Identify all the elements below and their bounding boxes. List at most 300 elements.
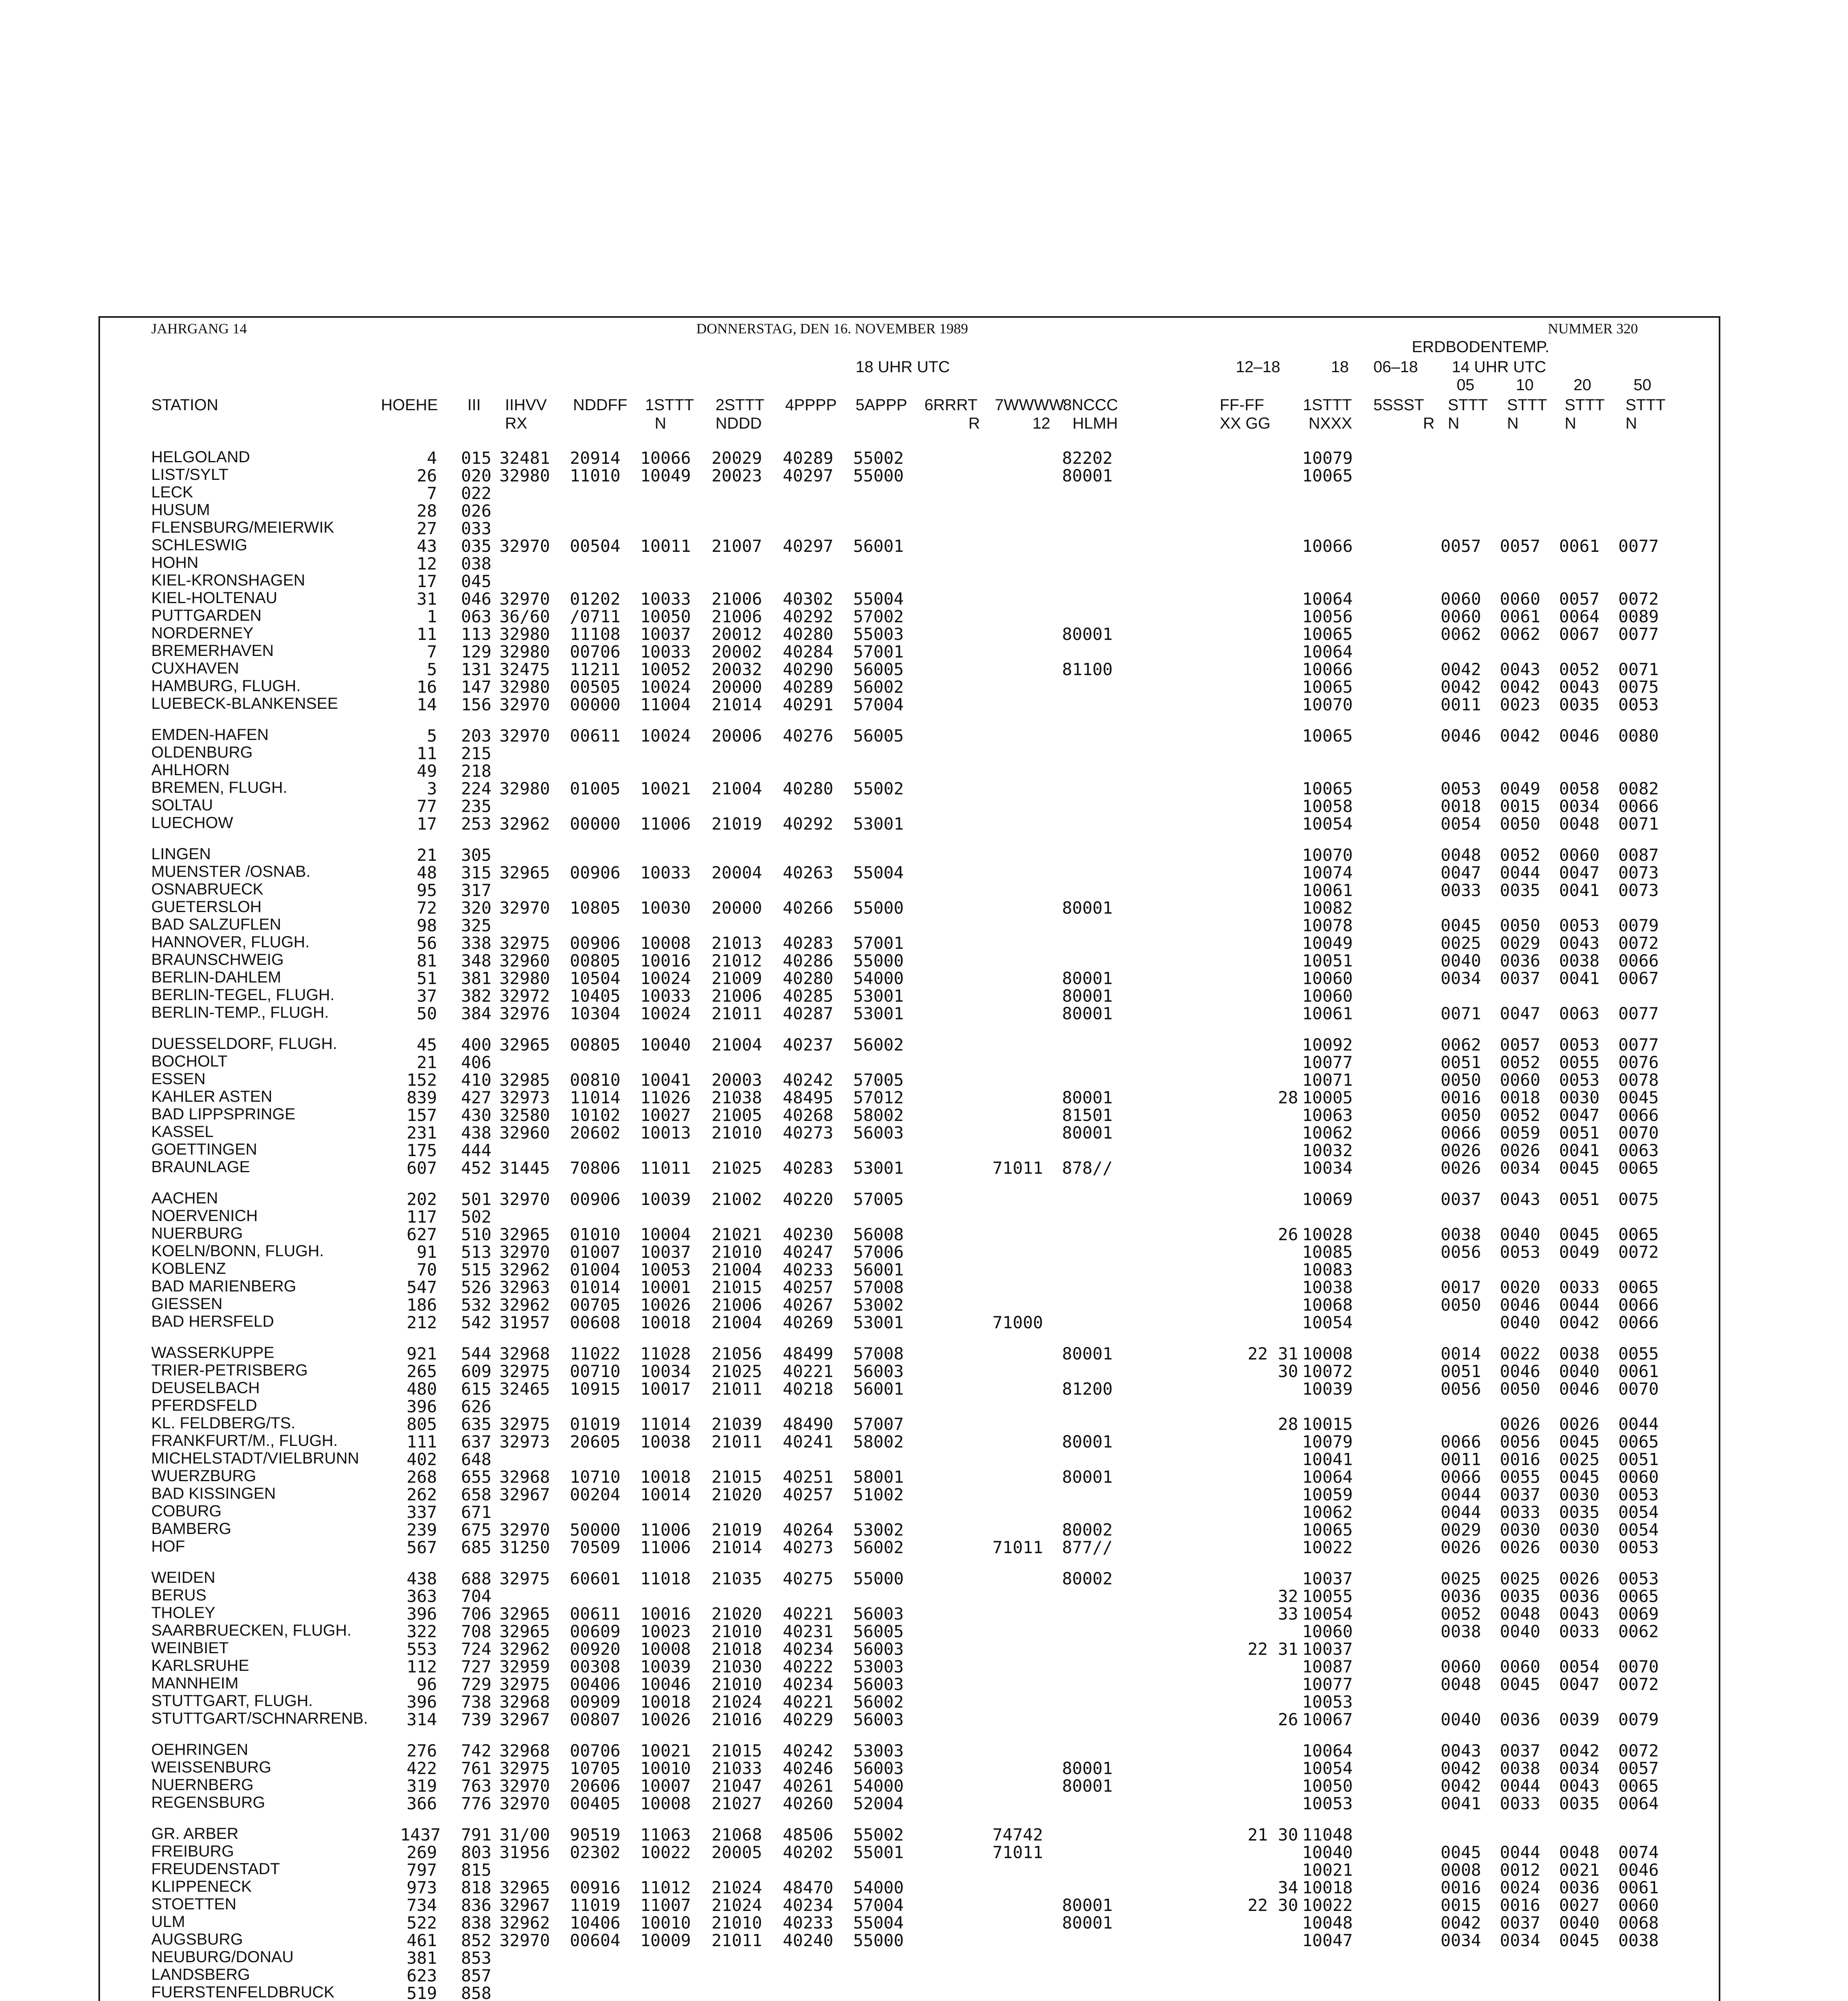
soil-temp-05: 0045 bbox=[1441, 916, 1481, 935]
station-id: 320 bbox=[461, 898, 491, 918]
soil-temp-05: 0016 bbox=[1441, 1088, 1481, 1107]
soil-temp-20: 0039 bbox=[1559, 1710, 1600, 1729]
table-row bbox=[0, 1502, 1848, 1520]
station-name: BAD MARIENBERG bbox=[151, 1277, 297, 1295]
soil-temp-50: 0072 bbox=[1618, 1741, 1659, 1760]
group-5appp: 56005 bbox=[853, 660, 904, 679]
group-5appp: 53003 bbox=[853, 1741, 904, 1760]
group-4pppp: 40237 bbox=[783, 1035, 834, 1055]
soil-temp-20: 0040 bbox=[1559, 1913, 1600, 1933]
group-2sttt: 21004 bbox=[712, 779, 762, 798]
height: 91 bbox=[417, 1242, 437, 1262]
table-row bbox=[0, 933, 1848, 951]
group-iihvv: 32965 bbox=[499, 1622, 550, 1641]
soil-temp-20: 0049 bbox=[1559, 1242, 1600, 1262]
height: 921 bbox=[407, 1344, 437, 1363]
table-row bbox=[0, 1538, 1848, 1555]
group-iihvv: 32967 bbox=[499, 1895, 550, 1915]
soil-temp-05: 0015 bbox=[1441, 1895, 1481, 1915]
table-row bbox=[0, 1604, 1848, 1622]
soil-temp-05: 0051 bbox=[1441, 1361, 1481, 1381]
soil-temp-20: 0067 bbox=[1559, 624, 1600, 644]
station-name: MUENSTER /OSNAB. bbox=[151, 863, 311, 880]
group-4pppp: 40280 bbox=[783, 968, 834, 988]
station-id: 131 bbox=[461, 660, 491, 679]
soil-temp-50: 0057 bbox=[1618, 1758, 1659, 1778]
station-id: 688 bbox=[461, 1569, 491, 1588]
depth-10: 10 bbox=[1516, 376, 1534, 394]
soil-temp-20: 0033 bbox=[1559, 1277, 1600, 1297]
soil-temp-20: 0047 bbox=[1559, 863, 1600, 882]
group-1sttt-max: 10070 bbox=[1302, 695, 1353, 714]
group-4pppp: 40287 bbox=[783, 1004, 834, 1023]
group-1sttt: 11006 bbox=[640, 1538, 691, 1557]
soil-temp-50: 0067 bbox=[1618, 968, 1659, 988]
group-5appp: 55002 bbox=[853, 779, 904, 798]
group-5appp: 55000 bbox=[853, 1931, 904, 1950]
table-row bbox=[0, 1825, 1848, 1843]
station-id: 637 bbox=[461, 1432, 491, 1452]
height: 7 bbox=[427, 642, 437, 662]
soil-temp-20: 0030 bbox=[1559, 1538, 1600, 1557]
table-row bbox=[0, 726, 1848, 744]
group-1sttt-max: 10065 bbox=[1302, 624, 1353, 644]
group-4pppp: 40218 bbox=[783, 1379, 834, 1399]
height: 17 bbox=[417, 571, 437, 591]
station-id: 430 bbox=[461, 1105, 491, 1125]
height: 322 bbox=[407, 1622, 437, 1641]
table-row bbox=[0, 1569, 1848, 1586]
soil-temp-10: 0037 bbox=[1500, 1485, 1541, 1504]
soil-temp-20: 0045 bbox=[1559, 1158, 1600, 1178]
group-8nccc: 80001 bbox=[1062, 1088, 1113, 1107]
group-1sttt: 10039 bbox=[640, 1189, 691, 1209]
hdr-1sttt: 1STTT bbox=[645, 396, 694, 414]
soil-temp-20: 0052 bbox=[1559, 660, 1600, 679]
group-1sttt-max: 10034 bbox=[1302, 1158, 1353, 1178]
station-id: 671 bbox=[461, 1502, 491, 1522]
group-2sttt: 21030 bbox=[712, 1657, 762, 1676]
group-2sttt: 21018 bbox=[712, 1639, 762, 1659]
soil-temp-20: 0027 bbox=[1559, 1895, 1600, 1915]
soil-temp-20: 0045 bbox=[1559, 1931, 1600, 1950]
group-iihvv: 32980 bbox=[499, 466, 550, 485]
group-ff-ff: 32 bbox=[1278, 1586, 1298, 1606]
soil-temp-05: 0050 bbox=[1441, 1105, 1481, 1125]
station-id: 317 bbox=[461, 880, 491, 900]
station-name: EMDEN-HAFEN bbox=[151, 726, 269, 744]
height: 202 bbox=[407, 1189, 437, 1209]
group-2sttt: 21015 bbox=[712, 1741, 762, 1760]
group-5appp: 57001 bbox=[853, 933, 904, 953]
station-id: 658 bbox=[461, 1485, 491, 1504]
station-name: KL. FELDBERG/TS. bbox=[151, 1414, 296, 1432]
table-row bbox=[0, 1450, 1848, 1467]
station-name: DEUSELBACH bbox=[151, 1379, 260, 1397]
group-1sttt-max: 10070 bbox=[1302, 845, 1353, 865]
group-1sttt: 10010 bbox=[640, 1758, 691, 1778]
soil-temp-20: 0047 bbox=[1559, 1105, 1600, 1125]
group-1sttt-max: 10067 bbox=[1302, 1710, 1353, 1729]
group-5appp: 53001 bbox=[853, 1158, 904, 1178]
height: 7 bbox=[427, 483, 437, 503]
height: 72 bbox=[417, 898, 437, 918]
group-5appp: 54000 bbox=[853, 968, 904, 988]
group-2sttt: 21013 bbox=[712, 933, 762, 953]
group-ff-ff: 30 bbox=[1278, 1361, 1298, 1381]
soil-temp-05: 0034 bbox=[1441, 968, 1481, 988]
soil-temp-10: 0036 bbox=[1500, 951, 1541, 970]
group-1sttt-max: 10064 bbox=[1302, 1741, 1353, 1760]
group-iihvv: 31956 bbox=[499, 1843, 550, 1862]
station-name: KASSEL bbox=[151, 1123, 214, 1141]
table-row bbox=[0, 1070, 1848, 1088]
group-2sttt: 21025 bbox=[712, 1158, 762, 1178]
group-2sttt: 21056 bbox=[712, 1344, 762, 1363]
station-name: BAD KISSINGEN bbox=[151, 1485, 276, 1502]
soil-temp-20: 0051 bbox=[1559, 1189, 1600, 1209]
soil-temp-10: 0046 bbox=[1500, 1361, 1541, 1381]
group-1sttt: 11012 bbox=[640, 1878, 691, 1897]
group-7wwww: 71011 bbox=[992, 1158, 1043, 1178]
group-1sttt: 10022 bbox=[640, 1843, 691, 1862]
soil-temp-05: 0026 bbox=[1441, 1141, 1481, 1160]
group-1sttt: 10040 bbox=[640, 1035, 691, 1055]
soil-temp-50: 0072 bbox=[1618, 933, 1659, 953]
soil-temp-05: 0026 bbox=[1441, 1158, 1481, 1178]
group-nddff: 60601 bbox=[570, 1569, 621, 1588]
station-id: 729 bbox=[461, 1674, 491, 1694]
soil-temp-05: 0042 bbox=[1441, 677, 1481, 697]
soil-temp-20: 0045 bbox=[1559, 1432, 1600, 1452]
group-iihvv: 32980 bbox=[499, 642, 550, 662]
group-5appp: 57004 bbox=[853, 695, 904, 714]
station-name: WEISSENBURG bbox=[151, 1758, 272, 1776]
soil-temp-50: 0053 bbox=[1618, 1569, 1659, 1588]
soil-temp-10: 0040 bbox=[1500, 1622, 1541, 1641]
soil-temp-05: 0025 bbox=[1441, 933, 1481, 953]
group-2sttt: 21011 bbox=[712, 1379, 762, 1399]
group-iihvv: 32972 bbox=[499, 986, 550, 1006]
station-id: 381 bbox=[461, 968, 491, 988]
soil-temp-50: 0054 bbox=[1618, 1520, 1659, 1540]
table-row bbox=[0, 1622, 1848, 1639]
group-1sttt: 10017 bbox=[640, 1379, 691, 1399]
station-id: 147 bbox=[461, 677, 491, 697]
group-4pppp: 40290 bbox=[783, 660, 834, 679]
height: 112 bbox=[407, 1657, 437, 1676]
soil-temp-10: 0035 bbox=[1500, 880, 1541, 900]
table-row bbox=[0, 660, 1848, 677]
group-2sttt: 21002 bbox=[712, 1189, 762, 1209]
group-nddff: 11022 bbox=[570, 1344, 621, 1363]
group-8nccc: 80001 bbox=[1062, 466, 1113, 485]
group-iihvv: 32963 bbox=[499, 1277, 550, 1297]
group-2sttt: 21006 bbox=[712, 589, 762, 609]
group-1sttt: 10010 bbox=[640, 1913, 691, 1933]
group-5appp: 56003 bbox=[853, 1710, 904, 1729]
group-nddff: 10304 bbox=[570, 1004, 621, 1023]
group-nddff: 01014 bbox=[570, 1277, 621, 1297]
station-id: 836 bbox=[461, 1895, 491, 1915]
group-2sttt: 21020 bbox=[712, 1485, 762, 1504]
soil-temp-20: 0042 bbox=[1559, 1741, 1600, 1760]
soil-temp-05: 0029 bbox=[1441, 1520, 1481, 1540]
station-name: HANNOVER, FLUGH. bbox=[151, 933, 310, 951]
group-5appp: 56002 bbox=[853, 677, 904, 697]
group-nddff: 00920 bbox=[570, 1639, 621, 1659]
group-iihvv: 32959 bbox=[499, 1657, 550, 1676]
group-2sttt: 21015 bbox=[712, 1277, 762, 1297]
hdr2-r: R bbox=[968, 415, 980, 432]
group-nddff: 70509 bbox=[570, 1538, 621, 1557]
hdr-nddff: NDDFF bbox=[573, 396, 627, 414]
soil-temp-05: 0026 bbox=[1441, 1538, 1481, 1557]
group-2sttt: 21004 bbox=[712, 1313, 762, 1332]
soil-temp-20: 0053 bbox=[1559, 1070, 1600, 1090]
group-5appp: 55000 bbox=[853, 898, 904, 918]
height: 519 bbox=[407, 1983, 437, 2001]
soil-temp-20: 0055 bbox=[1559, 1053, 1600, 1072]
group-iihvv: 31250 bbox=[499, 1538, 550, 1557]
station-name: KOELN/BONN, FLUGH. bbox=[151, 1242, 324, 1260]
soil-temp-05: 0042 bbox=[1441, 1776, 1481, 1796]
group-5appp: 56002 bbox=[853, 1035, 904, 1055]
group-8nccc: 80001 bbox=[1062, 1758, 1113, 1778]
group-4pppp: 40233 bbox=[783, 1260, 834, 1279]
table-row bbox=[0, 1313, 1848, 1330]
height: 627 bbox=[407, 1225, 437, 1244]
group-2sttt: 20023 bbox=[712, 466, 762, 485]
table-row bbox=[0, 554, 1848, 571]
height: 4 bbox=[427, 448, 437, 468]
height: 27 bbox=[417, 519, 437, 538]
table-row bbox=[0, 1966, 1848, 1983]
group-ff-ff: 34 bbox=[1278, 1878, 1298, 1897]
group-1sttt: 10039 bbox=[640, 1657, 691, 1676]
soil-temp-50: 0070 bbox=[1618, 1657, 1659, 1676]
height: 396 bbox=[407, 1397, 437, 1416]
soil-temp-10: 0061 bbox=[1500, 607, 1541, 626]
group-iihvv: 32970 bbox=[499, 898, 550, 918]
group-4pppp: 40266 bbox=[783, 898, 834, 918]
hdr-sttt-10: STTT bbox=[1507, 396, 1547, 414]
soil-temp-20: 0035 bbox=[1559, 1502, 1600, 1522]
station-name: BRAUNLAGE bbox=[151, 1158, 250, 1176]
period-12-18: 12–18 bbox=[1236, 358, 1281, 376]
group-1sttt-max: 10049 bbox=[1302, 933, 1353, 953]
soil-temp-05: 0047 bbox=[1441, 863, 1481, 882]
station-id: 739 bbox=[461, 1710, 491, 1729]
station-id: 427 bbox=[461, 1088, 491, 1107]
station-name: FUERSTENFELDBRUCK bbox=[151, 1983, 335, 2001]
station-name: CUXHAVEN bbox=[151, 660, 239, 677]
group-7wwww: 74742 bbox=[992, 1825, 1043, 1845]
station-id: 763 bbox=[461, 1776, 491, 1796]
soil-temp-05: 0056 bbox=[1441, 1379, 1481, 1399]
soil-temp-05: 0040 bbox=[1441, 1710, 1481, 1729]
height: 839 bbox=[407, 1088, 437, 1107]
hdr2-12: 12 bbox=[1032, 415, 1050, 432]
soil-temp-20: 0047 bbox=[1559, 1674, 1600, 1694]
soil-temp-10: 0057 bbox=[1500, 1035, 1541, 1055]
hdr-sttt-50: STTT bbox=[1626, 396, 1666, 414]
group-2sttt: 20000 bbox=[712, 898, 762, 918]
station-name: STUTTGART, FLUGH. bbox=[151, 1692, 313, 1710]
table-row bbox=[0, 607, 1848, 624]
soil-temp-10: 0018 bbox=[1500, 1088, 1541, 1107]
soil-temp-10: 0056 bbox=[1500, 1432, 1541, 1452]
group-1sttt: 10004 bbox=[640, 1225, 691, 1244]
soil-temp-05: 0048 bbox=[1441, 1674, 1481, 1694]
group-4pppp: 40220 bbox=[783, 1189, 834, 1209]
station-name: LANDSBERG bbox=[151, 1966, 250, 1983]
group-iihvv: 32465 bbox=[499, 1379, 550, 1399]
group-5appp: 57004 bbox=[853, 1895, 904, 1915]
soil-temp-20: 0063 bbox=[1559, 1004, 1600, 1023]
group-1sttt-max: 10041 bbox=[1302, 1450, 1353, 1469]
height: 77 bbox=[417, 796, 437, 816]
table-row bbox=[0, 898, 1848, 916]
height: 607 bbox=[407, 1158, 437, 1178]
group-nddff: 00000 bbox=[570, 695, 621, 714]
table-row bbox=[0, 1674, 1848, 1692]
group-nddff: 10705 bbox=[570, 1758, 621, 1778]
hdr-ff-ff: FF-FF bbox=[1220, 396, 1265, 414]
group-nddff: 00916 bbox=[570, 1878, 621, 1897]
station-name: DUESSELDORF, FLUGH. bbox=[151, 1035, 337, 1053]
soil-temp-50: 0073 bbox=[1618, 863, 1659, 882]
group-iihvv: 32965 bbox=[499, 1878, 550, 1897]
group-8nccc: 80001 bbox=[1062, 1004, 1113, 1023]
soil-temp-10: 0033 bbox=[1500, 1502, 1541, 1522]
group-2sttt: 21047 bbox=[712, 1776, 762, 1796]
group-4pppp: 40285 bbox=[783, 986, 834, 1006]
group-1sttt-max: 10059 bbox=[1302, 1485, 1353, 1504]
height: 268 bbox=[407, 1467, 437, 1487]
station-name: PUTTGARDEN bbox=[151, 607, 262, 624]
soil-temp-05: 0042 bbox=[1441, 1913, 1481, 1933]
height: 623 bbox=[407, 1966, 437, 1985]
group-2sttt: 21011 bbox=[712, 1432, 762, 1452]
soil-temp-05: 0033 bbox=[1441, 880, 1481, 900]
soil-temp-10: 0043 bbox=[1500, 1189, 1541, 1209]
height: 396 bbox=[407, 1692, 437, 1712]
table-row bbox=[0, 1794, 1848, 1811]
soil-temp-20: 0034 bbox=[1559, 796, 1600, 816]
soil-temp-10: 0049 bbox=[1500, 779, 1541, 798]
soil-temp-10: 0044 bbox=[1500, 1843, 1541, 1862]
soil-temp-10: 0012 bbox=[1500, 1860, 1541, 1880]
group-8nccc: 80001 bbox=[1062, 986, 1113, 1006]
table-row bbox=[0, 1843, 1848, 1860]
group-8nccc: 81501 bbox=[1062, 1105, 1113, 1125]
group-1sttt-max: 10066 bbox=[1302, 536, 1353, 556]
group-4pppp: 40289 bbox=[783, 448, 834, 468]
soil-temp-20: 0043 bbox=[1559, 677, 1600, 697]
group-1sttt: 10001 bbox=[640, 1277, 691, 1297]
soil-temp-05: 0034 bbox=[1441, 1931, 1481, 1950]
table-row bbox=[0, 880, 1848, 898]
soil-temp-10: 0042 bbox=[1500, 677, 1541, 697]
station-name: LIST/SYLT bbox=[151, 466, 228, 483]
group-1sttt-max: 10062 bbox=[1302, 1123, 1353, 1143]
group-1sttt-max: 10060 bbox=[1302, 1622, 1353, 1641]
soil-temp-05: 0038 bbox=[1441, 1622, 1481, 1641]
group-nddff: 02302 bbox=[570, 1843, 621, 1862]
group-iihvv: 32980 bbox=[499, 779, 550, 798]
table-row bbox=[0, 1053, 1848, 1070]
group-2sttt: 21011 bbox=[712, 1004, 762, 1023]
group-1sttt: 10033 bbox=[640, 589, 691, 609]
group-4pppp: 40260 bbox=[783, 1794, 834, 1813]
group-nddff: 20606 bbox=[570, 1776, 621, 1796]
soil-temp-20: 0035 bbox=[1559, 1794, 1600, 1813]
group-2sttt: 21038 bbox=[712, 1088, 762, 1107]
erdboden-time: 14 UHR UTC bbox=[1452, 358, 1546, 376]
table-row bbox=[0, 968, 1848, 986]
group-8nccc: 81200 bbox=[1062, 1379, 1113, 1399]
group-1sttt: 10033 bbox=[640, 986, 691, 1006]
soil-temp-10: 0044 bbox=[1500, 1776, 1541, 1796]
group-iihvv: 32965 bbox=[499, 1604, 550, 1624]
hdr2-r2: R bbox=[1423, 415, 1435, 432]
height: 31 bbox=[417, 589, 437, 609]
height: 5 bbox=[427, 726, 437, 746]
soil-temp-10: 0045 bbox=[1500, 1674, 1541, 1694]
group-iihvv: 32975 bbox=[499, 1361, 550, 1381]
group-2sttt: 21014 bbox=[712, 1538, 762, 1557]
station-id: 384 bbox=[461, 1004, 491, 1023]
station-id: 215 bbox=[461, 744, 491, 763]
group-5appp: 53001 bbox=[853, 814, 904, 834]
group-nddff: 00705 bbox=[570, 1295, 621, 1315]
soil-temp-10: 0026 bbox=[1500, 1141, 1541, 1160]
soil-temp-05: 0040 bbox=[1441, 951, 1481, 970]
group-nddff: 11014 bbox=[570, 1088, 621, 1107]
height: 45 bbox=[417, 1035, 437, 1055]
table-row bbox=[0, 916, 1848, 933]
group-2sttt: 21010 bbox=[712, 1123, 762, 1143]
station-id: 502 bbox=[461, 1207, 491, 1227]
group-5appp: 56005 bbox=[853, 726, 904, 746]
station-id: 544 bbox=[461, 1344, 491, 1363]
group-1sttt-max: 10065 bbox=[1302, 726, 1353, 746]
group-4pppp: 40280 bbox=[783, 779, 834, 798]
group-ff-ff: 33 bbox=[1278, 1604, 1298, 1624]
station-name: NUERNBERG bbox=[151, 1776, 254, 1794]
table-row bbox=[0, 1776, 1848, 1794]
group-5appp: 53002 bbox=[853, 1295, 904, 1315]
group-2sttt: 21039 bbox=[712, 1414, 762, 1434]
group-1sttt: 11006 bbox=[640, 814, 691, 834]
group-4pppp: 40230 bbox=[783, 1225, 834, 1244]
station-name: WEINBIET bbox=[151, 1639, 229, 1657]
group-5appp: 58002 bbox=[853, 1432, 904, 1452]
group-1sttt: 10023 bbox=[640, 1622, 691, 1641]
group-2sttt: 20000 bbox=[712, 677, 762, 697]
group-1sttt-max: 10048 bbox=[1302, 1913, 1353, 1933]
group-1sttt-max: 10056 bbox=[1302, 607, 1353, 626]
group-5appp: 56002 bbox=[853, 1538, 904, 1557]
height: 11 bbox=[417, 624, 437, 644]
group-1sttt: 10050 bbox=[640, 607, 691, 626]
group-nddff: 00805 bbox=[570, 1035, 621, 1055]
soil-temp-20: 0058 bbox=[1559, 779, 1600, 798]
height: 56 bbox=[417, 933, 437, 953]
group-iihvv: 32580 bbox=[499, 1105, 550, 1125]
group-1sttt-max: 10053 bbox=[1302, 1794, 1353, 1813]
